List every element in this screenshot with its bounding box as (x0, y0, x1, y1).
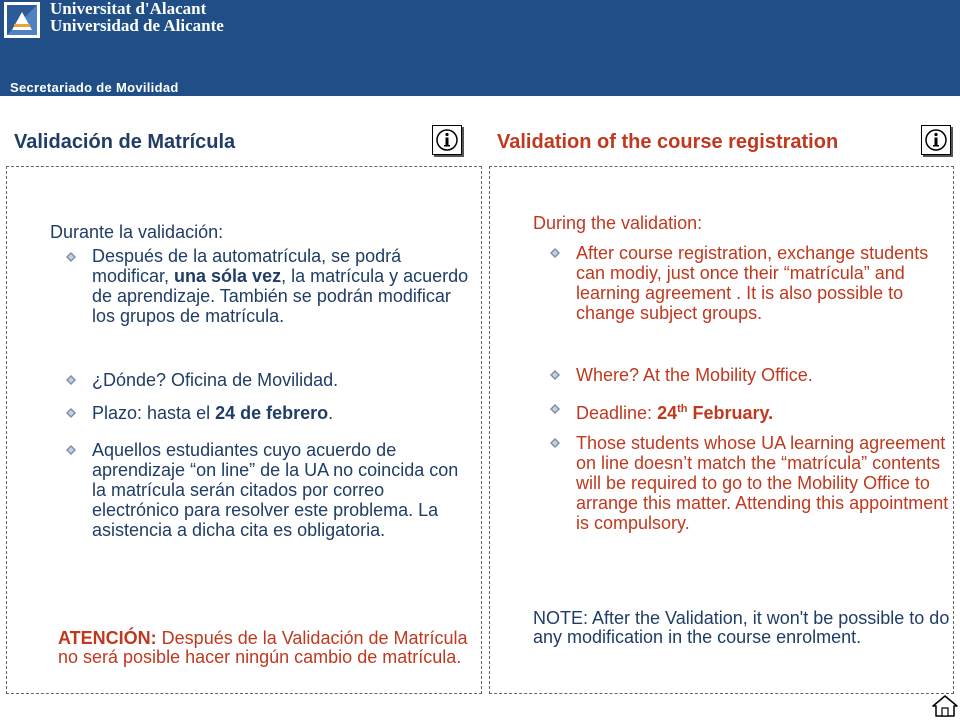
info-icon[interactable] (921, 125, 951, 155)
bullet-diamond-icon (66, 408, 76, 418)
bullet-text: , la matrícula y acuerdo de aprendizaje. También se podrán modificar los grupos de matrícula. (92, 266, 469, 326)
bullet-spanish-3 (92, 403, 476, 423)
lead-english: During the validation: (533, 213, 703, 233)
bullet-emphasis: 24 (657, 403, 678, 423)
bullet-spanish-4: Aquellos estudiantes cuyo acuerdo de aprendizaje “on line” de la UA no coincida con la matrícula serán citados por correo electrónico para resolver este problema. La asistencia a dicha cita es obligatoria. (92, 440, 459, 540)
bullet-diamond-icon (550, 370, 560, 380)
bullet-diamond-icon (66, 375, 76, 385)
note-text: Después de la Validación de Matrícula no será posible hacer ningún cambio de matrícula. (58, 628, 468, 667)
bullet-text: Después de la automatrícula, se podrá modificar, (92, 246, 402, 286)
page-header (0, 0, 960, 96)
bullet-text: Deadline: (576, 403, 658, 423)
bullet-english-4: Those students whose UA learning agreement on line doesn’t match the “matrícula” contents will be required to go to the Mobility Office to arrange this matter. Attending this appointment is compulsory. (576, 433, 949, 533)
bullet-english-1: After course registration, exchange students can modiy, just once their “matrícula” and learning agreement . It is also possible to change subject groups. (576, 243, 929, 323)
lead-spanish: Durante la validación: (50, 222, 224, 242)
title-english: Validation of the course registration (497, 131, 839, 153)
bullet-emphasis: 24 de febrero (215, 403, 329, 423)
bullet-superscript: th (677, 403, 688, 415)
university-name-ca: Universitat d'Alacant (50, 0, 207, 18)
university-name (50, 0, 224, 34)
university-name-es: Universidad de Alicante (50, 16, 224, 35)
note-english: NOTE: After the Validation, it won't be possible to do any modification in the course enrolment. (533, 608, 950, 647)
bullet-diamond-icon (66, 445, 76, 455)
bullet-emphasis: February. (687, 403, 774, 423)
bullet-diamond-icon (550, 438, 560, 448)
info-icon[interactable] (432, 125, 462, 155)
department-name: Secretariado de Movilidad (10, 80, 179, 95)
home-icon[interactable] (932, 695, 958, 717)
bullet-english-3 (576, 399, 950, 423)
bullet-text: . (328, 403, 334, 423)
bullet-diamond-icon (550, 404, 560, 414)
bullet-english-2: Where? At the Mobility Office. (576, 365, 813, 385)
bullet-emphasis: una sóla vez (174, 266, 282, 286)
title-spanish: Validación de Matrícula (14, 131, 236, 153)
bullet-spanish-2: ¿Dónde? Oficina de Movilidad. (92, 370, 339, 390)
note-spanish (58, 629, 470, 667)
bullet-text: Plazo: hasta el (92, 403, 216, 423)
ua-logo-icon (4, 2, 40, 38)
note-label: ATENCIÓN: (58, 628, 157, 648)
bullet-diamond-icon (550, 248, 560, 258)
bullet-spanish-1 (92, 246, 476, 326)
bullet-diamond-icon (66, 252, 76, 262)
